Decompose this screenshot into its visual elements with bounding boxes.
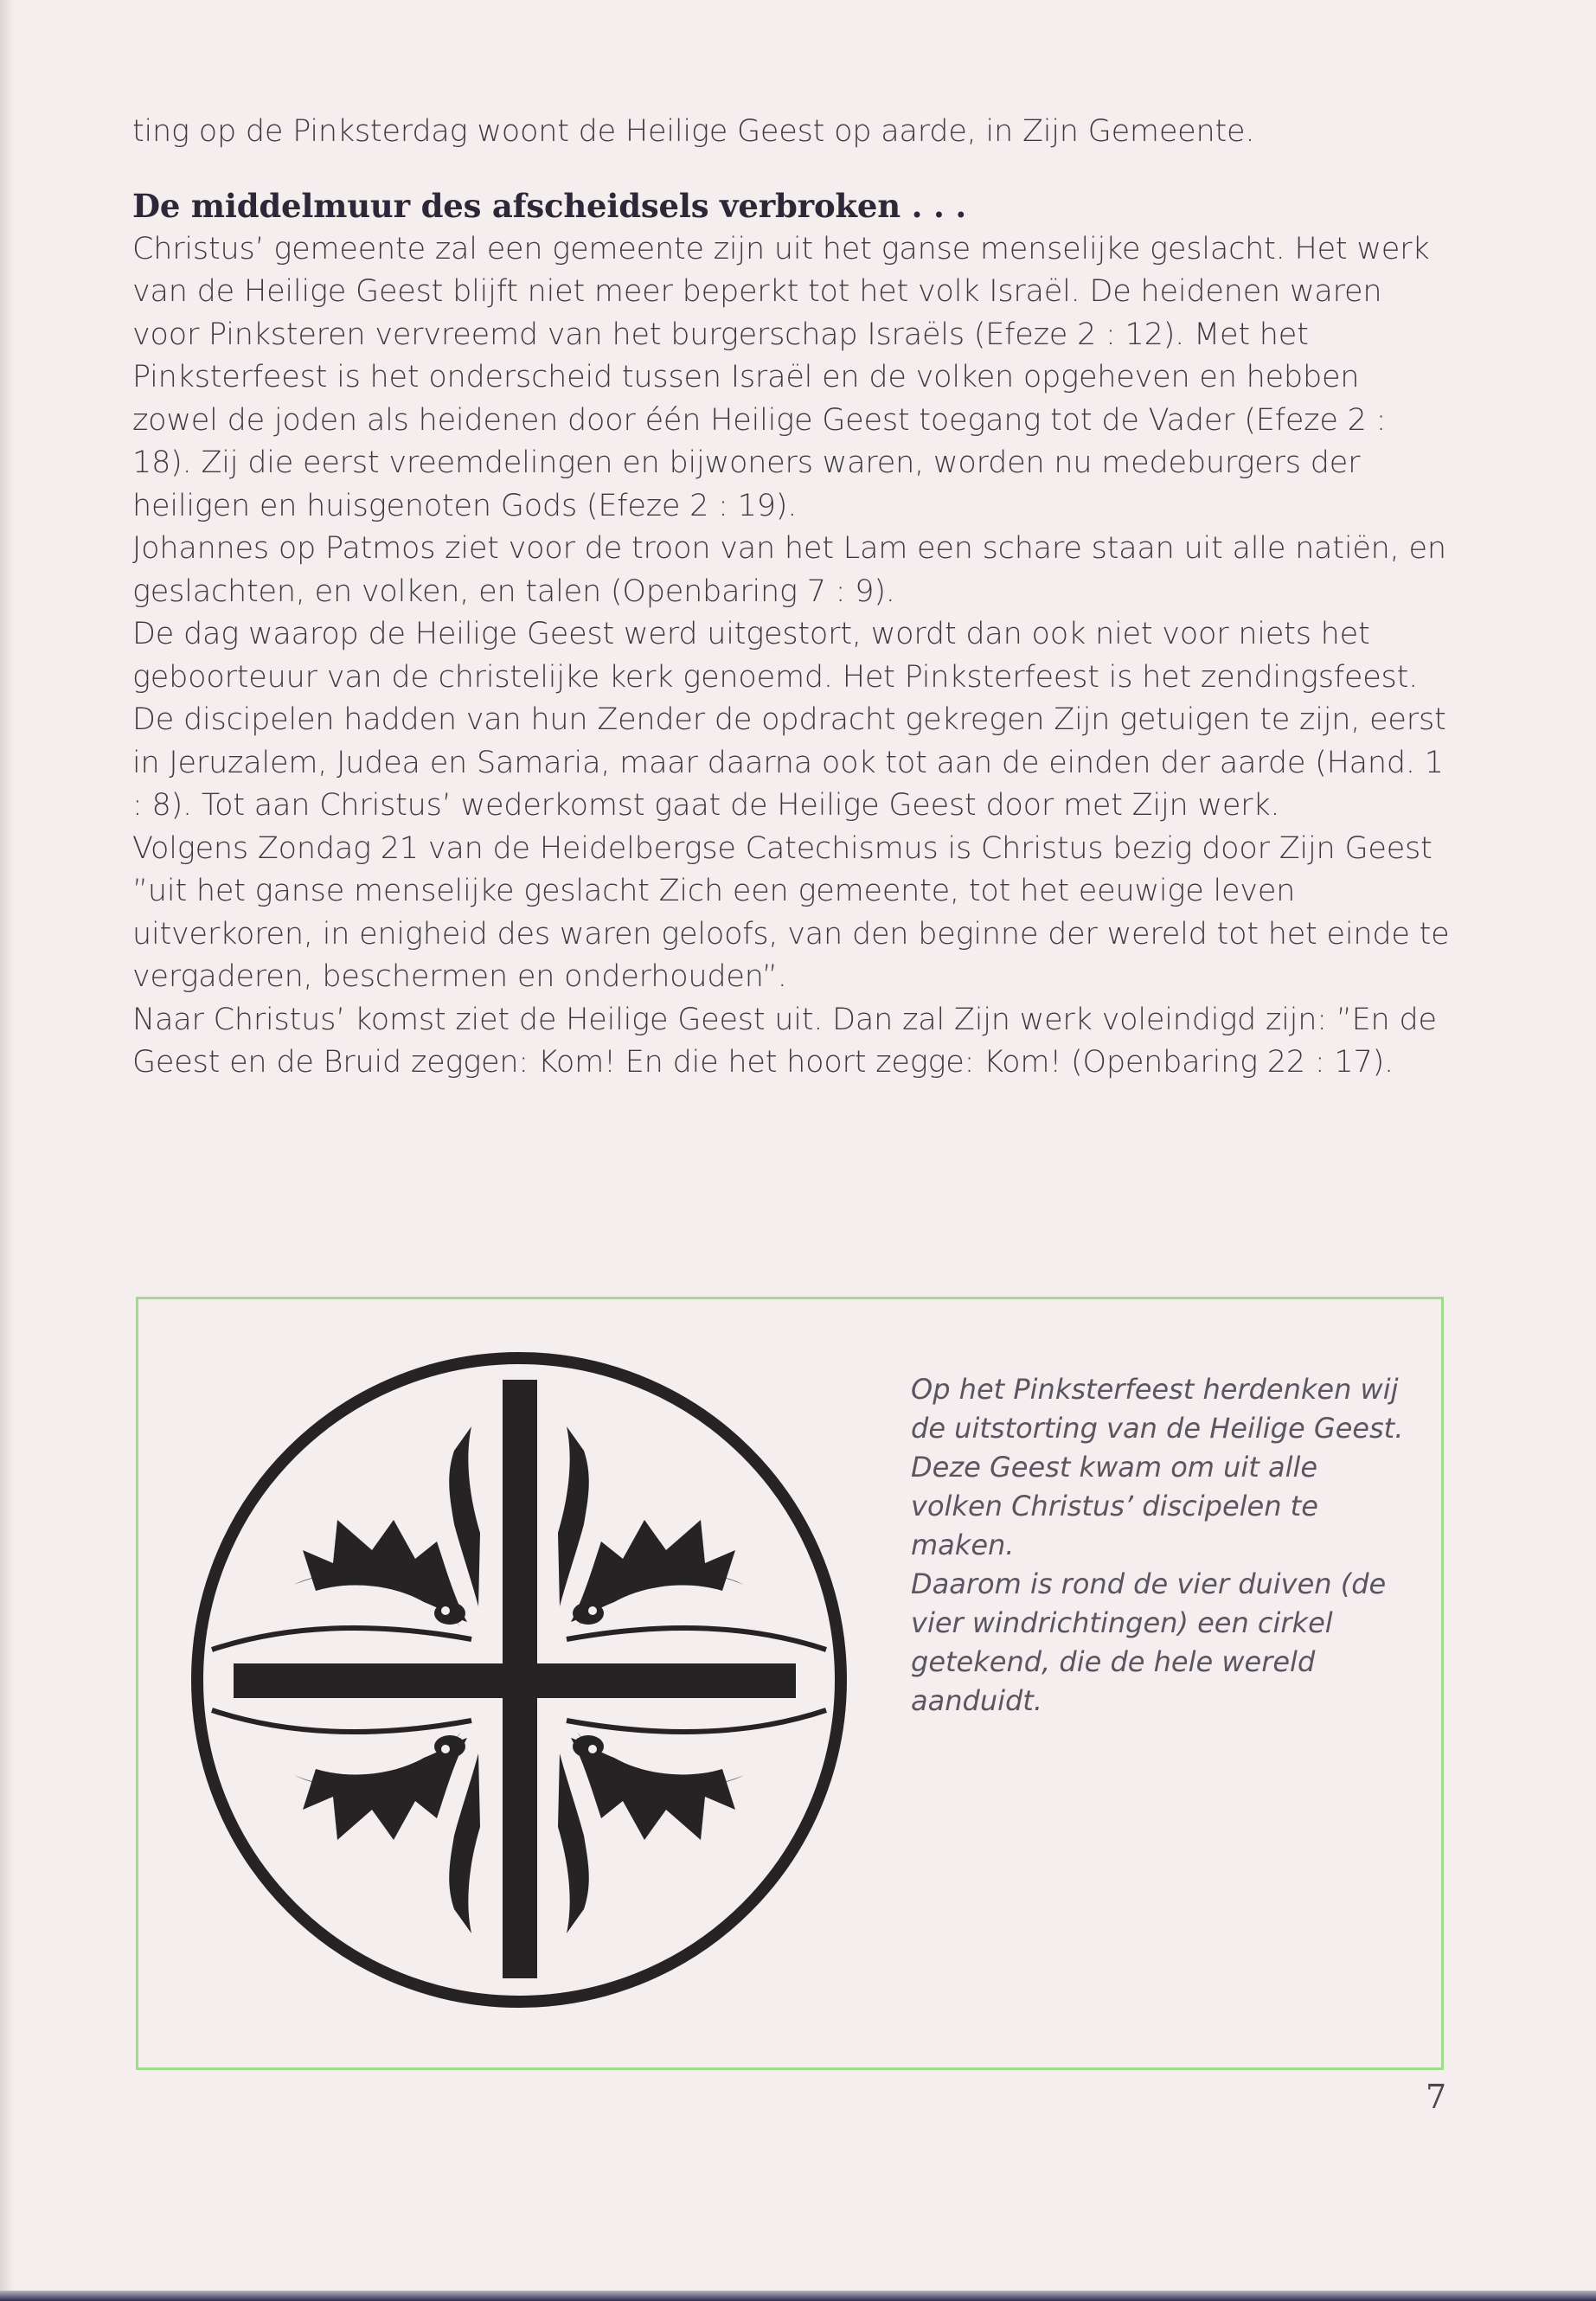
body-text: [132, 111, 1452, 1085]
paragraph: Volgens Zondag 21 van de Heidelbergse Catechismus is Christus bezig door Zijn Geest ”uit het ganse menselijke geslacht Zich een gemeente, tot het eeuwige leven uitverkoren, in enigheid des waren geloofs, van den beginne der wereld tot het einde te vergaderen, beschermen en onderhouden”.: [132, 830, 1450, 994]
page-bottom-edge: [0, 2291, 1596, 2301]
page-binding-shadow: [0, 0, 14, 2301]
paragraph: Christus’ gemeente zal een gemeente zijn uit het ganse menselijke geslacht. Het werk van de Heilige Geest blijft niet meer beperkt tot het volk Israël. De heidenen waren voor Pinksteren vervreemd van het burgerschap Israëls (Efeze 2 : 12). Met het Pinksterfeest is het onderscheid tussen Israël en de volken opgeheven en hebben zowel de joden als heidenen door één Heilige Geest toegang tot de Vader (Efeze 2 : 18). Zij die eerst vreemdelingen en bijwoners waren, worden nu medeburgers der heiligen en huisgenoten Gods (Efeze 2 : 19).: [132, 231, 1430, 523]
circle-cross-four-doves-icon: [186, 1347, 852, 2013]
page-number: 7: [1426, 2078, 1447, 2116]
figure-frame: [136, 1297, 1444, 2070]
lead-line: ting op de Pinksterdag woont de Heilige Geest op aarde, in Zijn Gemeente.: [132, 114, 1255, 149]
caption-line: Op het Pinksterfeest herdenken wij de uitstorting van de Heilige Geest. Deze Geest kwam om uit alle volken Christus’ discipelen te maken.: [911, 1373, 1404, 1561]
paragraph: Johannes op Patmos ziet voor de troon van het Lam een schare staan uit alle natiën, en geslachten, en volken, en talen (Openbaring 7 : 9).: [132, 531, 1446, 609]
section-heading: De middelmuur des afscheidsels verbroken . . .: [132, 186, 967, 225]
figure-caption: [911, 1370, 1413, 1721]
paragraph: De dag waarop de Heilige Geest werd uitgestort, wordt dan ook niet voor niets het geboorteuur van de christelijke kerk genoemd. Het Pinksterfeest is het zendingsfeest. De discipelen hadden van hun Zender de opdracht gekregen Zijn getuigen te zijn, eerst in Jeruzalem, Judea en Samaria, maar daarna ook tot aan de einden der aarde (Hand. 1 : 8). Tot aan Christus’ wederkomst gaat de Heilige Geest door met Zijn werk.: [132, 617, 1446, 823]
caption-line: Daarom is rond de vier duiven (de vier windrichtingen) een cirkel getekend, die de hele wereld aanduidt.: [911, 1567, 1387, 1717]
paragraph: Naar Christus’ komst ziet de Heilige Geest uit. Dan zal Zijn werk voleindigd zijn: ”En de Geest en de Bruid zeggen: Kom! En die het hoort zegge: Kom! (Openbaring 22 : 17).: [132, 1002, 1437, 1080]
